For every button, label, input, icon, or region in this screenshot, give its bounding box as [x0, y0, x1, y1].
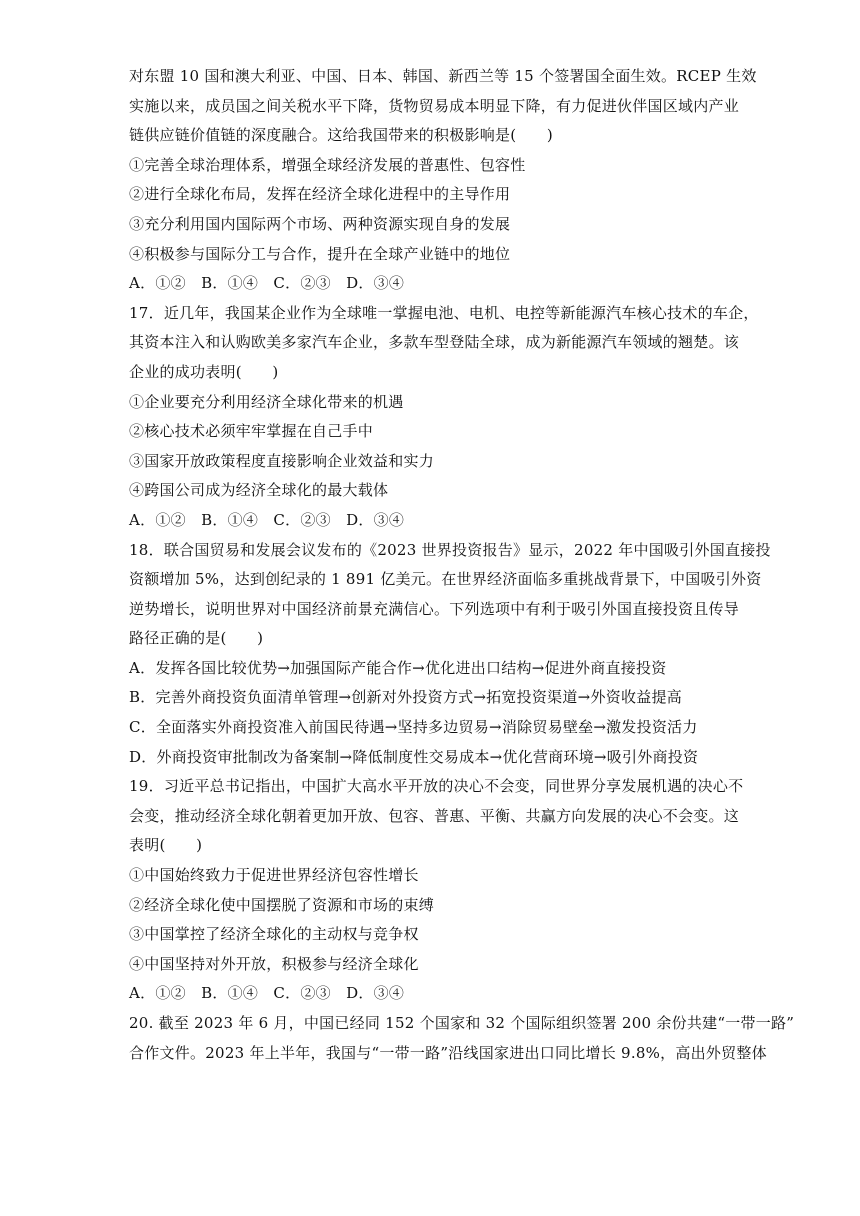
text-line: 实施以来，成员国之间关税水平下降，货物贸易成本明显下降，有力促进伙伴国区域内产业	[129, 96, 740, 115]
option-line: ③中国掌控了经济全球化的主动权与竞争权	[129, 925, 419, 944]
text-line: 其资本注入和认购欧美多家汽车企业，多款车型登陆全球，成为新能源汽车领域的翘楚。该	[129, 333, 740, 352]
text-line: 17．近几年，我国某企业作为全球唯一掌握电池、电机、电控等新能源汽车核心技术的车企，	[129, 303, 759, 322]
text-line: 逆势增长，说明世界对中国经济前景充满信心。下列选项中有利于吸引外国直接投资且传导	[129, 599, 740, 618]
option-line: ③国家开放政策程度直接影响企业效益和实力	[129, 451, 435, 470]
answer-choices: A．①② B．①④ C．②③ D．③④	[129, 274, 405, 293]
option-line: ①完善全球治理体系，增强全球经济发展的普惠性、包容性	[129, 155, 526, 174]
option-line: ①中国始终致力于促进世界经济包容性增长	[129, 866, 419, 885]
option-line: ①企业要充分利用经济全球化带来的机遇	[129, 392, 404, 411]
text-line: 企业的成功表明( )	[129, 362, 279, 381]
question-20	[129, 1009, 795, 1068]
text-line: 20. 截至 2023 年 6 月，中国已经同 152 个国家和 32 个国际组织签署 200 余份共建“一带一路”	[129, 1014, 795, 1032]
text-line: 对东盟 10 国和澳大利亚、中国、日本、韩国、新西兰等 15 个签署国全面生效。RCEP 生效	[129, 67, 757, 85]
answer-option-c: C．全面落实外商投资准入前国民待遇→坚持多边贸易→消除贸易壁垒→激发投资活力	[129, 718, 698, 737]
answer-option-b: B．完善外商投资负面清单管理→创新对外投资方式→拓宽投资渠道→外资收益提高	[129, 688, 682, 707]
option-line: ④跨国公司成为经济全球化的最大载体	[129, 481, 389, 500]
answer-option-a: A．发挥各国比较优势→加强国际产能合作→优化进出口结构→促进外商直接投资	[129, 658, 667, 677]
text-line: 路径正确的是( )	[129, 629, 264, 648]
text-line: 资额增加 5%，达到创纪录的 1 891 亿美元。在世界经济面临多重挑战背景下，中国吸引外资	[129, 570, 762, 589]
option-line: ③充分利用国内国际两个市场、两种资源实现自身的发展	[129, 214, 511, 233]
option-line: ④中国坚持对外开放，积极参与经济全球化	[129, 954, 419, 973]
option-line: ②进行全球化布局，发挥在经济全球化进程中的主导作用	[129, 185, 511, 204]
text-line: 会变，推动经济全球化朝着更加开放、包容、普惠、平衡、共赢方向发展的决心不会变。这	[129, 806, 740, 825]
question-19	[129, 772, 748, 1009]
text-line: 表明( )	[129, 836, 203, 855]
option-line: ②核心技术必须牢牢掌握在自己手中	[129, 422, 374, 441]
answer-choices: A．①② B．①④ C．②③ D．③④	[129, 510, 405, 529]
answer-option-d: D．外商投资审批制改为备案制→降低制度性交易成本→优化营商环境→吸引外商投资	[129, 747, 699, 766]
answer-choices: A．①② B．①④ C．②③ D．③④	[129, 984, 405, 1003]
question-18	[129, 536, 771, 773]
text-line: 18．联合国贸易和发展会议发布的《2023 世界投资报告》显示，2022 年中国吸引外国直接投	[129, 540, 771, 559]
text-line: 链供应链价值链的深度融合。这给我国带来的积极影响是( )	[129, 126, 553, 145]
option-line: ④积极参与国际分工与合作，提升在全球产业链中的地位	[129, 244, 511, 263]
option-line: ②经济全球化使中国摆脱了资源和市场的束缚	[129, 895, 435, 914]
text-line: 19．习近平总书记指出，中国扩大高水平开放的决心不会变，同世界分享发展机遇的决心不	[129, 777, 744, 796]
text-line: 合作文件。2023 年上半年，我国与“一带一路”沿线国家进出口同比增长 9.8%，高出外贸整体	[129, 1043, 767, 1062]
question-17	[129, 299, 759, 536]
question-16-continued	[129, 62, 757, 299]
